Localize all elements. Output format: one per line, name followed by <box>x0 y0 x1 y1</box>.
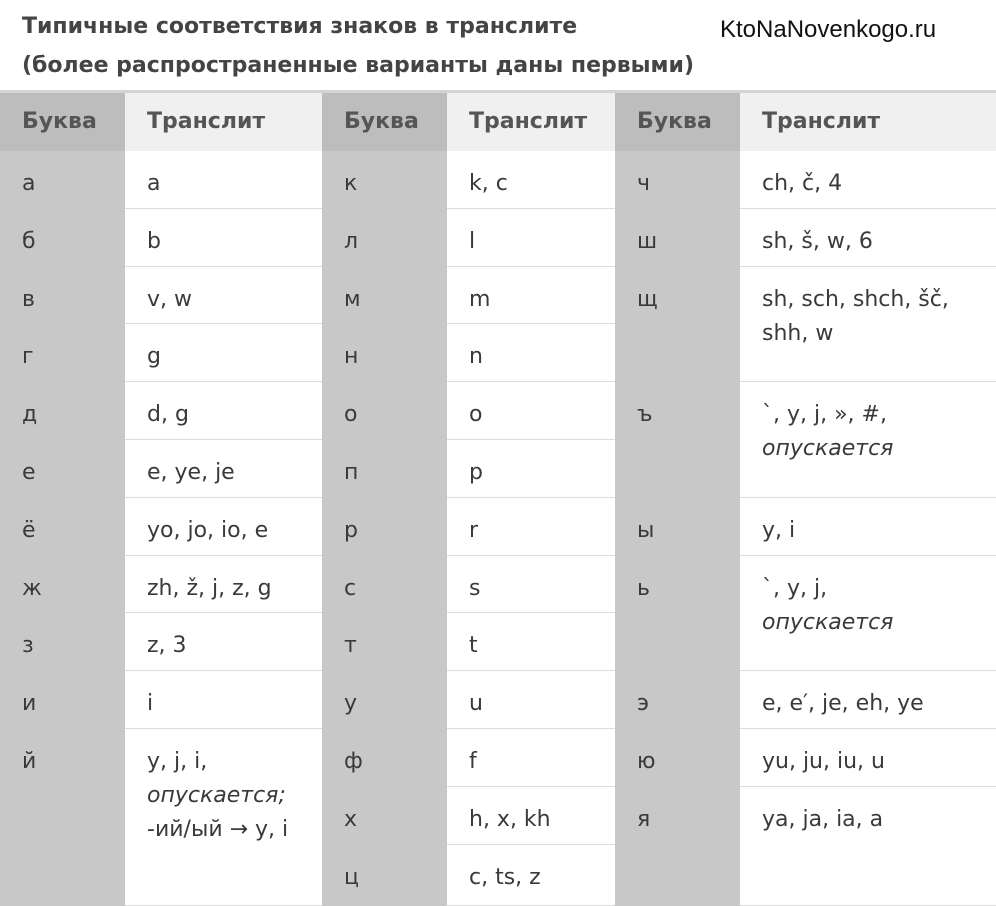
translit-line: s <box>469 575 481 601</box>
cyrillic-letter-cell: ц <box>344 864 359 890</box>
translit-line: y, i <box>762 517 796 543</box>
translit-line: опускается <box>762 609 894 635</box>
translit-cell <box>447 671 615 729</box>
cyrillic-letter-cell: к <box>344 171 358 196</box>
translit-cell <box>447 787 615 845</box>
translit-line: k, c <box>469 171 508 196</box>
translit-cell <box>740 267 996 383</box>
cyrillic-letter-cell: э <box>637 691 650 717</box>
translit-line: e, ye, je <box>147 460 235 485</box>
translit-cell <box>125 267 322 325</box>
cyrillic-letter-cell: м <box>344 286 361 312</box>
column-header-letter: Буква <box>322 93 447 151</box>
translit-cell <box>447 729 615 787</box>
cyrillic-letter-cell: н <box>344 344 359 370</box>
translit-line: z, 3 <box>147 633 187 659</box>
translit-line: n <box>469 344 483 370</box>
translit-line: m <box>469 286 491 312</box>
translit-cell <box>447 498 615 556</box>
translit-line: sh, š, w, 6 <box>762 228 873 254</box>
cyrillic-letter-cell: т <box>344 633 357 659</box>
translit-line: i <box>147 691 154 717</box>
translit-cell <box>125 613 322 671</box>
translit-cell <box>125 151 322 209</box>
column-header-translit: Транслит <box>740 93 996 151</box>
translit-cell <box>447 324 615 382</box>
cyrillic-letter-cell: ч <box>637 171 650 196</box>
translit-line: f <box>469 749 477 774</box>
column-header-letter: Буква <box>0 93 125 151</box>
cyrillic-letter-cell: с <box>344 575 357 601</box>
translit-cell <box>447 382 615 440</box>
translit-line: опускается; <box>147 783 286 808</box>
cyrillic-letter-cell: ы <box>637 517 655 543</box>
translit-line: zh, ž, j, z, g <box>147 575 272 601</box>
translit-cell <box>740 382 996 498</box>
translit-line: u <box>469 691 483 717</box>
cyrillic-letter-cell: у <box>344 691 358 717</box>
column-header-translit: Транслит <box>447 93 615 151</box>
cyrillic-letter-cell: г <box>22 344 34 370</box>
cyrillic-letter-cell: б <box>22 228 36 254</box>
caption-title-line1: Типичные соответствия знаков в транслите <box>22 14 578 39</box>
cyrillic-letter-cell: ж <box>22 575 42 601</box>
translit-line: yo, jo, io, e <box>147 517 269 543</box>
caption-title-line2: (более распространенные варианты даны первыми) <box>22 53 695 78</box>
cyrillic-letter-cell: ё <box>22 517 36 543</box>
translit-line: a <box>147 171 161 196</box>
translit-cell <box>125 382 322 440</box>
translit-line: shh, w <box>762 320 834 346</box>
translit-cell <box>125 671 322 729</box>
translit-line: r <box>469 517 479 543</box>
cyrillic-letter-cell: ш <box>637 228 658 254</box>
translit-line: h, x, kh <box>469 806 551 832</box>
cyrillic-letter-cell: и <box>22 691 37 717</box>
translit-cell <box>125 209 322 267</box>
translit-line: e, e′, je, eh, ye <box>762 691 924 717</box>
translit-cell <box>447 440 615 498</box>
translit-line: b <box>147 228 161 254</box>
translit-cell <box>447 613 615 671</box>
translit-cell <box>740 209 996 267</box>
translit-line: t <box>469 633 478 659</box>
translit-cell <box>447 267 615 325</box>
translit-line: y, j, i, <box>147 749 208 774</box>
cyrillic-letter-cell: з <box>22 633 34 659</box>
cyrillic-letter-cell: о <box>344 402 358 428</box>
translit-line: o <box>469 402 483 428</box>
translit-line: yu, ju, iu, u <box>762 749 885 774</box>
cyrillic-letter-cell: п <box>344 460 359 485</box>
translit-line: `, y, j, », #, <box>762 402 887 428</box>
translit-cell <box>740 498 996 556</box>
translit-cell <box>447 845 615 906</box>
cyrillic-letter-cell: в <box>22 286 35 312</box>
cyrillic-letter-cell: д <box>22 402 38 428</box>
translit-cell <box>125 440 322 498</box>
cyrillic-letter-cell: я <box>637 806 651 832</box>
translit-table <box>0 93 996 906</box>
translit-line: ya, ja, ia, a <box>762 806 884 832</box>
translit-line: -ий/ый → y, i <box>147 817 289 842</box>
cyrillic-letter-cell: й <box>22 749 37 774</box>
translit-line: опускается <box>762 436 894 462</box>
translit-line: ch, č, 4 <box>762 171 843 196</box>
cyrillic-letter-cell: щ <box>637 286 658 312</box>
translit-cell <box>740 787 996 906</box>
translit-cell <box>125 729 322 906</box>
cyrillic-letter-cell: ъ <box>637 402 653 428</box>
translit-cell <box>447 209 615 267</box>
cyrillic-letter-cell: р <box>344 517 358 543</box>
translit-cell <box>740 729 996 787</box>
translit-cell <box>740 151 996 209</box>
translit-line: `, y, j, <box>762 575 828 601</box>
translit-cell <box>125 324 322 382</box>
translit-line: g <box>147 344 161 370</box>
column-header-translit: Транслит <box>125 93 322 151</box>
cyrillic-letter-cell: ю <box>637 749 656 774</box>
cyrillic-letter-cell: а <box>22 171 36 196</box>
translit-cell <box>125 556 322 614</box>
translit-line: sh, sch, shch, šč, <box>762 286 949 312</box>
translit-cell <box>447 556 615 614</box>
table-caption <box>0 0 996 93</box>
cyrillic-letter-cell: е <box>22 460 36 485</box>
cyrillic-letter-cell: ь <box>637 575 650 601</box>
translit-line: p <box>469 460 483 485</box>
cyrillic-letter-cell: х <box>344 806 358 832</box>
translit-cell <box>740 556 996 672</box>
column-header-letter: Буква <box>615 93 740 151</box>
site-watermark: KtoNaNovenkogo.ru <box>720 16 937 43</box>
cyrillic-letter-cell: л <box>344 228 359 254</box>
translit-line: l <box>469 228 476 254</box>
cyrillic-letter-cell: ф <box>344 749 363 774</box>
translit-cell <box>447 151 615 209</box>
translit-line: d, g <box>147 402 189 428</box>
translit-line: v, w <box>147 286 192 312</box>
translit-cell <box>740 671 996 729</box>
translit-cell <box>125 498 322 556</box>
translit-line: c, ts, z <box>469 864 541 890</box>
